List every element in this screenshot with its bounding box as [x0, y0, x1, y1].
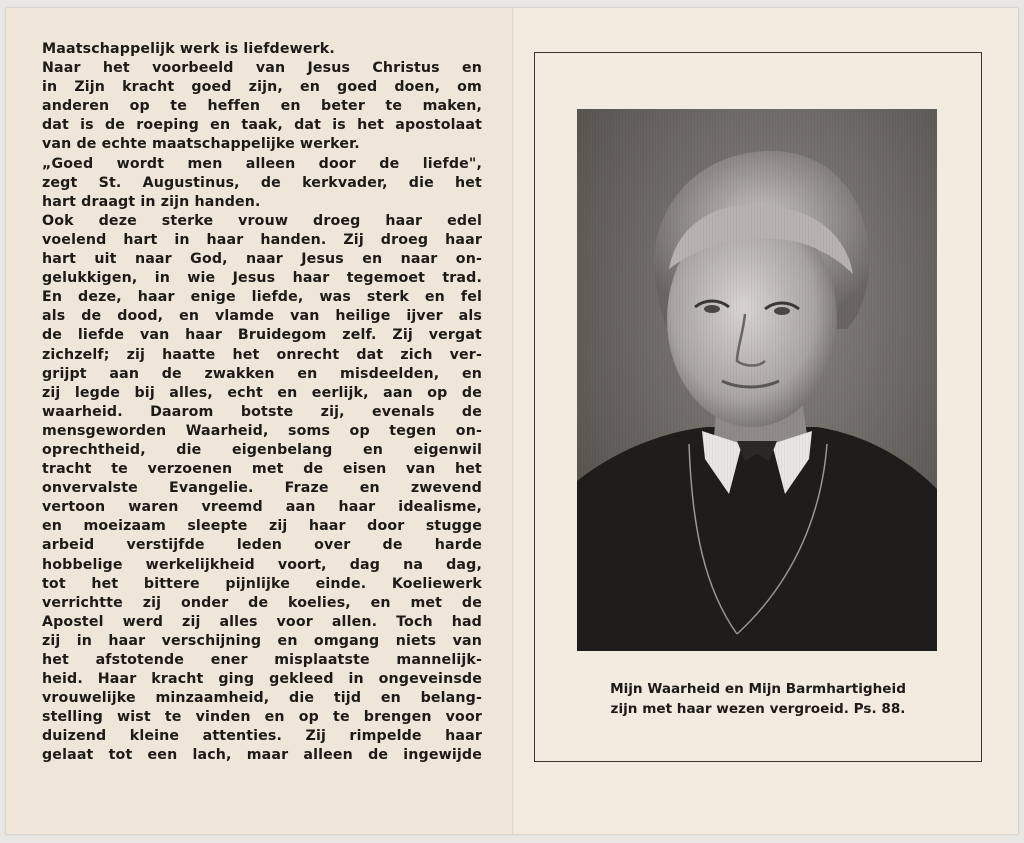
text-line: de liefde van haar Bruidegom zelf. Zij vergat	[42, 327, 482, 344]
text-line: zegt St. Augustinus, de kerkvader, die het	[42, 174, 482, 191]
text-line: vertoon waren vreemd aan haar idealisme,	[42, 499, 482, 516]
text-line: Maatschappelijk werk is liefdewerk.	[42, 41, 335, 57]
caption-line-1: Mijn Waarheid en Mijn Barmhartigheid	[610, 681, 906, 697]
text-line: en moeizaam sleepte zij haar door stugge	[42, 518, 482, 535]
text-line: Apostel werd zij alles voor allen. Toch had	[42, 613, 482, 630]
text-line: hart draagt in zijn handen.	[42, 193, 261, 210]
portrait-photo	[577, 109, 937, 651]
text-line: onvervalste Evangelie. Fraze en zwevend	[42, 480, 482, 497]
text-line: Ook deze sterke vrouw droeg haar edel	[42, 212, 482, 229]
text-line: duizend kleine attenties. Zij rimpelde haar	[42, 728, 482, 745]
text-line: waarheid. Daarom botste zij, evenals de	[42, 403, 482, 420]
text-line: En deze, haar enige liefde, was sterk en fel	[42, 289, 482, 306]
text-line: als de dood, en vlamde van heilige ijver als	[42, 308, 482, 325]
text-line: vrouwelijke minzaamheid, die tijd en belang-	[42, 690, 482, 707]
text-line: het afstotende ener misplaatste mannelijk-	[42, 652, 482, 668]
text-line: anderen op te heffen en beter te maken,	[42, 98, 482, 115]
memorial-text	[42, 40, 482, 766]
text-line: heid. Haar kracht ging gekleed in ongeveinsde	[42, 671, 482, 688]
text-line: oprechtheid, die eigenbelang en eigenwil	[42, 441, 482, 458]
text-line: zij in haar verschijning en omgang niets van	[42, 632, 482, 649]
portrait-illustration	[577, 109, 937, 651]
text-line: hart uit naar God, naar Jesus en naar on-	[42, 251, 482, 268]
text-line: „Goed wordt men alleen door de liefde",	[42, 155, 482, 172]
text-line: dat is de roeping en taak, dat is het apostolaat	[42, 117, 482, 134]
text-line: Naar het voorbeeld van Jesus Christus en	[42, 60, 482, 77]
text-line: verrichtte zij onder de koelies, en met de	[42, 594, 482, 611]
text-line: arbeid verstijfde leden over de harde	[42, 537, 482, 554]
text-line: mensgeworden Waarheid, soms op tegen on-	[42, 422, 482, 439]
text-line: in Zijn kracht goed zijn, en goed doen, om	[42, 79, 482, 96]
text-line: tot het bittere pijnlijke einde. Koeliewerk	[42, 575, 482, 592]
text-line: gelukkigen, in wie Jesus haar tegemoet trad.	[42, 270, 482, 287]
text-line: van de echte maatschappelijke werker.	[42, 136, 360, 153]
text-line: zij legde bij alles, echt en eerlijk, aan op de	[42, 384, 482, 401]
portrait-caption	[534, 679, 982, 719]
text-line: zichzelf; zij haatte het onrecht dat zich ver-	[42, 346, 482, 363]
text-line: stelling wist te vinden en op te brengen voor	[42, 709, 482, 726]
text-line: voelend hart in haar handen. Zij droeg haar	[42, 231, 482, 248]
text-line: gelaat tot een lach, maar alleen de ingewijde	[42, 747, 482, 764]
caption-line-2: zijn met haar wezen vergroeid. Ps. 88.	[610, 701, 906, 717]
text-line: hobbelige werkelijkheid voort, dag na dag,	[42, 556, 482, 573]
text-line: grijpt aan de zwakken en misdeelden, en	[42, 365, 482, 382]
text-line: tracht te verzoenen met de eisen van het	[42, 461, 482, 478]
